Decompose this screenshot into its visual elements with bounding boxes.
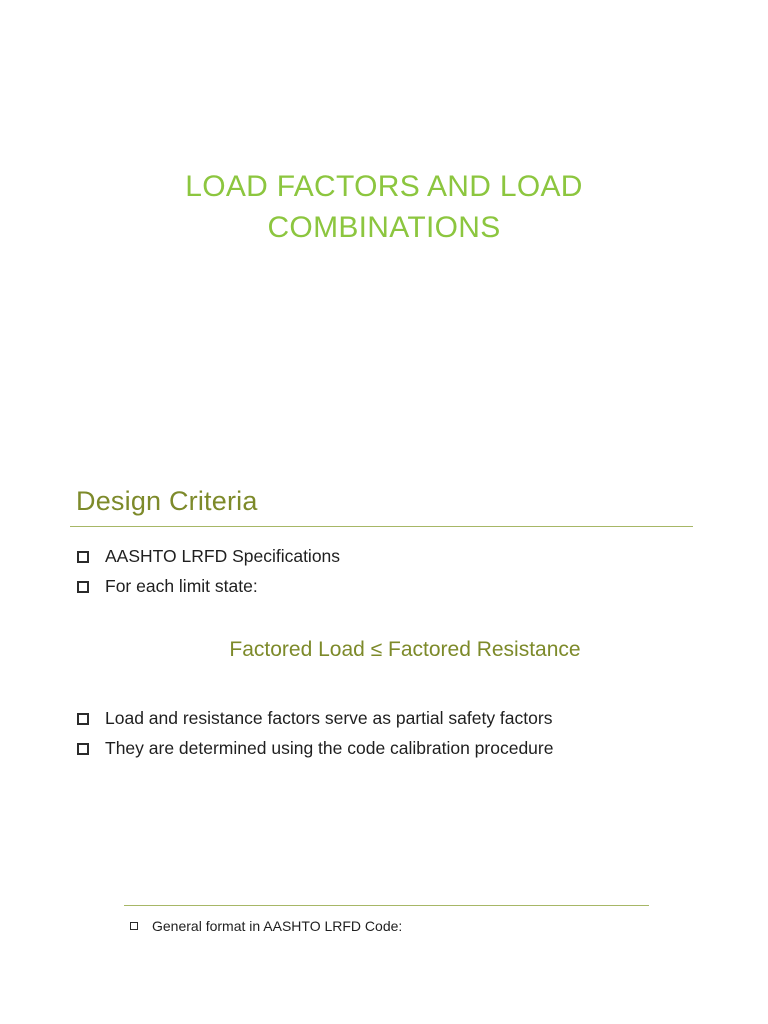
bullet-limit-state bbox=[77, 576, 258, 597]
square-bullet-icon bbox=[77, 581, 89, 593]
slide-title bbox=[0, 166, 768, 248]
bullet-general-format bbox=[130, 918, 402, 934]
bullet-text: Load and resistance factors serve as partial safety factors bbox=[105, 708, 553, 728]
bullet-text: For each limit state: bbox=[105, 576, 258, 596]
footer-divider bbox=[124, 905, 649, 906]
bullet-aashto-specs bbox=[77, 546, 340, 567]
bullet-text: They are determined using the code calibration procedure bbox=[105, 738, 554, 758]
bullet-text: General format in AASHTO LRFD Code: bbox=[152, 918, 403, 934]
design-equation: Factored Load ≤ Factored Resistance bbox=[229, 638, 581, 661]
square-bullet-icon bbox=[77, 551, 89, 563]
square-bullet-icon bbox=[77, 713, 89, 725]
bullet-calibration bbox=[77, 738, 553, 759]
slide-title-line-1: LOAD FACTORS AND LOAD bbox=[185, 170, 583, 203]
bullet-partial-safety bbox=[77, 708, 552, 729]
square-bullet-icon bbox=[77, 743, 89, 755]
slide-title-line-2: COMBINATIONS bbox=[267, 211, 501, 244]
square-bullet-icon bbox=[130, 922, 138, 930]
bullet-text: AASHTO LRFD Specifications bbox=[105, 546, 341, 566]
heading-divider bbox=[70, 526, 693, 527]
section-heading: Design Criteria bbox=[76, 486, 258, 516]
